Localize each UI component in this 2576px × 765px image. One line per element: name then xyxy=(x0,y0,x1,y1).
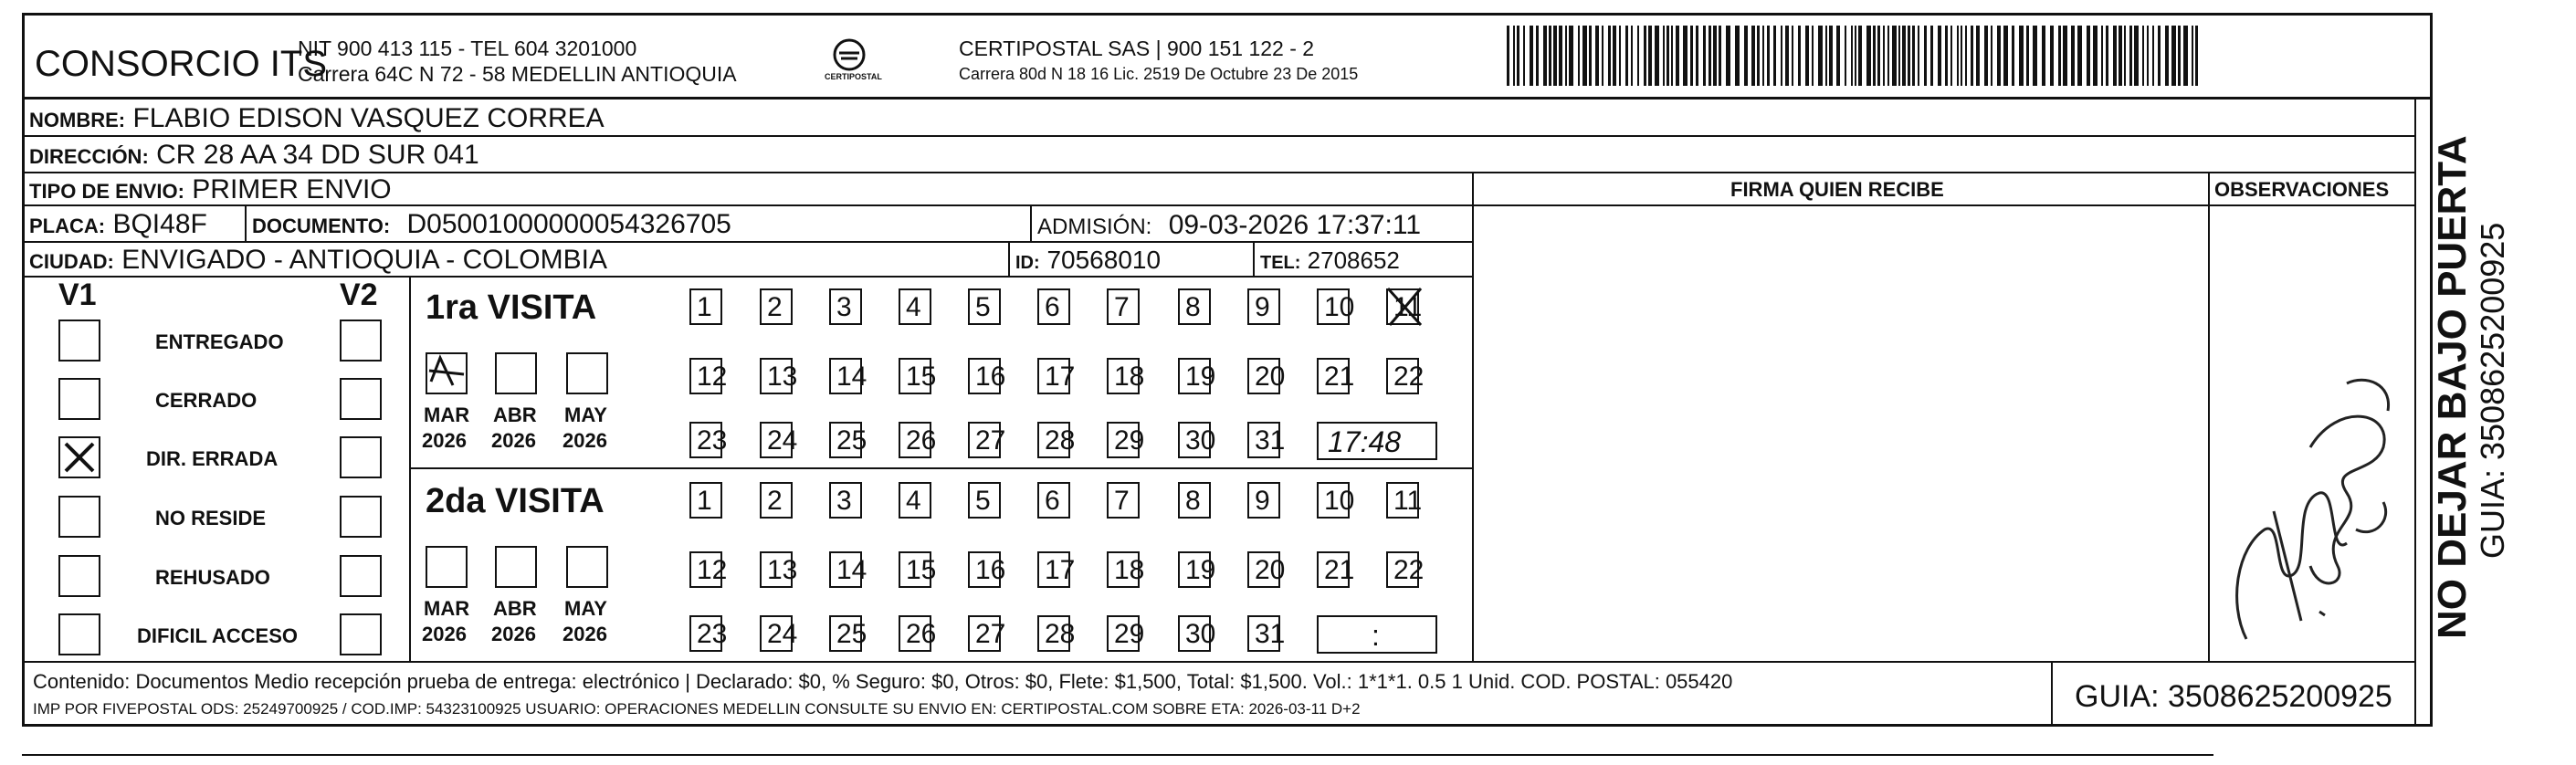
barcode-bar xyxy=(1866,26,1871,86)
company-name: CONSORCIO ITS xyxy=(35,44,328,84)
day-cell[interactable]: 4 xyxy=(899,288,931,325)
day-cell[interactable]: 11 xyxy=(1386,482,1419,519)
day-cell[interactable]: 23 xyxy=(689,615,722,652)
barcode-bar xyxy=(1798,26,1801,86)
id-value: 70568010 xyxy=(1046,246,1162,274)
day-cell[interactable]: 4 xyxy=(899,482,931,519)
barcode-bar xyxy=(1569,26,1573,86)
barcode-bar xyxy=(1553,26,1557,86)
barcode-bar xyxy=(1873,26,1876,86)
direccion-label: DIRECCIÓN: xyxy=(29,145,149,168)
barcode-bar xyxy=(2158,26,2161,86)
day-cell[interactable]: 22 xyxy=(1386,358,1419,394)
day-cell[interactable]: 10 xyxy=(1317,288,1350,325)
day-cell[interactable]: 17 xyxy=(1037,551,1070,588)
year-label: 2026 xyxy=(491,429,536,452)
barcode-bar xyxy=(1513,26,1515,86)
barcode-bar xyxy=(1767,26,1771,86)
barcode-bar xyxy=(2142,26,2144,86)
day-cell[interactable]: 2 xyxy=(760,482,793,519)
day-cell[interactable]: 25 xyxy=(829,422,862,458)
barcode-bar xyxy=(1950,26,1952,86)
first-visit-title: 1ra VISITA xyxy=(426,288,597,327)
barcode-bar xyxy=(2033,26,2037,86)
admision-label: ADMISIÓN: xyxy=(1037,215,1152,239)
day-cell[interactable]: 13 xyxy=(760,551,793,588)
v2-header: V2 xyxy=(340,278,378,312)
barcode-bar xyxy=(1976,26,1980,86)
barcode-bar xyxy=(2063,26,2067,86)
rule xyxy=(2051,661,2053,727)
barcode-bar xyxy=(1845,26,1846,86)
day-cell[interactable]: 2 xyxy=(760,288,793,325)
barcode-bar xyxy=(2093,26,2098,86)
day-cell[interactable]: 14 xyxy=(829,358,862,394)
barcode-bar xyxy=(2019,26,2024,86)
barcode-bar xyxy=(2178,26,2181,86)
v1-header: V1 xyxy=(58,278,97,312)
barcode-bar xyxy=(2077,26,2082,86)
barcode-bar xyxy=(1709,26,1711,86)
rule xyxy=(1253,241,1255,276)
barcode-bar xyxy=(1825,26,1827,86)
barcode-bar xyxy=(1971,26,1973,86)
day-cell[interactable]: 9 xyxy=(1247,288,1280,325)
barcode-bar xyxy=(1757,26,1760,86)
rule xyxy=(22,276,1474,278)
barcode-bar xyxy=(1858,26,1862,86)
status-label: CERRADO xyxy=(155,389,258,412)
day-cell[interactable]: 22 xyxy=(1386,551,1419,588)
rule xyxy=(22,241,1474,243)
day-cell[interactable]: 27 xyxy=(968,615,1001,652)
day-cell[interactable]: 30 xyxy=(1178,615,1211,652)
certipostal-logo xyxy=(825,37,882,82)
v1-checkbox[interactable] xyxy=(58,555,100,597)
barcode-bar xyxy=(1991,26,1992,86)
day-cell[interactable]: 28 xyxy=(1037,422,1070,458)
footer-guia: GUIA: 3508625200925 xyxy=(2075,679,2392,714)
barcode-bar xyxy=(1589,26,1592,86)
day-cell[interactable]: 14 xyxy=(829,551,862,588)
month-label: MAY xyxy=(564,403,607,426)
month-label: ABR xyxy=(493,403,537,426)
day-cell[interactable]: 20 xyxy=(1247,551,1280,588)
barcode-bar xyxy=(1898,26,1900,86)
day-cell[interactable]: 12 xyxy=(689,358,722,394)
barcode-bar xyxy=(2124,26,2126,86)
barcode-bar xyxy=(1924,26,1927,86)
barcode-bar xyxy=(1945,26,1948,86)
month-checkbox[interactable] xyxy=(426,352,468,394)
footer-line-2: IMP POR FIVEPOSTAL ODS: 25249700925 / COD.IMP: 54323100925 USUARIO: OPERACIONES MEDELLIN CONSULTE SU ENVIO EN: CERTIPOSTAL.COM SOBRE ETA: 2026-03-11 D+2 xyxy=(33,700,1361,718)
barcode-bar xyxy=(1902,26,1906,86)
v2-checkbox[interactable] xyxy=(340,555,382,597)
barcode-bar xyxy=(1631,26,1633,86)
barcode-bar xyxy=(1883,26,1885,86)
barcode-bar xyxy=(1726,26,1730,86)
day-cell[interactable]: 16 xyxy=(968,358,1001,394)
direccion-field xyxy=(29,141,479,169)
barcode-bar xyxy=(1908,26,1910,86)
day-cell[interactable]: 31 xyxy=(1247,615,1280,652)
rule xyxy=(1472,172,1474,661)
day-cell[interactable]: 5 xyxy=(968,288,1001,325)
day-cell[interactable]: 27 xyxy=(968,422,1001,458)
signature xyxy=(2210,347,2414,657)
barcode-bar xyxy=(2026,26,2029,86)
barcode-bar xyxy=(1559,26,1562,86)
barcode-bar xyxy=(1781,26,1782,86)
barcode-bar xyxy=(1667,26,1669,86)
day-cell[interactable]: 25 xyxy=(829,615,862,652)
barcode-bar xyxy=(1938,26,1941,86)
status-label: DIR. ERRADA xyxy=(146,447,279,470)
barcode-bar xyxy=(1751,26,1755,86)
barcode-bar xyxy=(2003,26,2008,86)
day-cell[interactable]: 21 xyxy=(1317,358,1350,394)
day-cell[interactable]: 19 xyxy=(1178,551,1211,588)
day-cell[interactable]: 24 xyxy=(760,422,793,458)
barcode-bar xyxy=(1565,26,1567,86)
address-line: Carrera 64C N 72 - 58 MEDELLIN ANTIOQUIA xyxy=(298,62,737,86)
tel-value: 2708652 xyxy=(1307,246,1400,274)
month-checkbox[interactable] xyxy=(566,546,608,588)
placa-value: BQI48F xyxy=(112,209,207,239)
status-label: DIFICIL ACCESO xyxy=(137,624,299,647)
barcode-bar xyxy=(1829,26,1833,86)
visit-time: 17:48 xyxy=(1328,425,1402,458)
barcode-bar xyxy=(1785,26,1789,86)
tel-label: TEL: xyxy=(1260,253,1301,273)
v2-checkbox[interactable] xyxy=(340,436,382,478)
month-checkbox[interactable] xyxy=(495,352,537,394)
barcode-bar xyxy=(1961,26,1962,86)
month-label: MAY xyxy=(564,597,607,620)
barcode-bar xyxy=(1818,26,1823,86)
check-mark-icon xyxy=(427,354,466,393)
barcode-bar xyxy=(1578,26,1580,86)
barcode-bar xyxy=(2050,26,2054,86)
barcode-bar xyxy=(1608,26,1611,86)
barcode-bar xyxy=(2058,26,2061,86)
day-cell[interactable]: 15 xyxy=(899,551,931,588)
barcode-bar xyxy=(1690,26,1693,86)
month-checkbox[interactable] xyxy=(566,352,608,394)
barcode-bar xyxy=(1683,26,1688,86)
day-cell[interactable]: 1 xyxy=(689,288,722,325)
tipo-label: TIPO DE ENVIO: xyxy=(29,180,184,203)
year-label: 2026 xyxy=(422,429,467,452)
barcode-bar xyxy=(1523,26,1525,86)
month-label: MAR xyxy=(424,597,470,620)
nit-line: NIT 900 413 115 - TEL 604 3201000 xyxy=(298,37,637,60)
barcode-bar xyxy=(2171,26,2176,86)
barcode-bar xyxy=(2195,26,2198,86)
barcode-bar xyxy=(2129,26,2132,86)
barcode-bar xyxy=(1517,26,1519,86)
visit-time: : xyxy=(1372,619,1380,652)
tipo-field xyxy=(29,176,392,204)
barcode-bar xyxy=(2152,26,2154,86)
barcode-bar xyxy=(1543,26,1547,86)
barcode-bar xyxy=(1877,26,1880,86)
day-cell[interactable]: 3 xyxy=(829,288,862,325)
barcode-bar xyxy=(1648,26,1652,86)
direccion-value: CR 28 AA 34 DD SUR 041 xyxy=(156,140,479,170)
rule xyxy=(2414,97,2416,727)
barcode-bar xyxy=(1507,26,1509,86)
signature-icon xyxy=(2210,347,2414,657)
status-label: ENTREGADO xyxy=(155,330,284,353)
status-label: REHUSADO xyxy=(155,566,270,589)
barcode-bar xyxy=(1696,26,1698,86)
v2-checkbox[interactable] xyxy=(340,613,382,655)
year-label: 2026 xyxy=(491,623,536,645)
tel-field xyxy=(1260,248,1400,272)
rule xyxy=(409,467,1472,469)
day-cell[interactable]: 10 xyxy=(1317,482,1350,519)
barcode-bar xyxy=(1619,26,1621,86)
certipostal-line: CERTIPOSTAL SAS | 900 151 122 - 2 xyxy=(959,37,1315,60)
rule xyxy=(22,661,2414,663)
v1-checkbox[interactable] xyxy=(58,378,100,420)
day-cell[interactable]: 8 xyxy=(1178,288,1211,325)
x-mark-icon xyxy=(1384,285,1425,329)
day-cell[interactable]: 19 xyxy=(1178,358,1211,394)
day-cell[interactable]: 21 xyxy=(1317,551,1350,588)
footer-line-1: Contenido: Documentos Medio recepción prueba de entrega: electrónico | Declarado: $0, % Seguro: $0, Otros: $0, Flete: $1,500, Total: $1,500. Vol.: 1*1*1. 0.5 1 Unid. COD. POSTAL: 055420 xyxy=(33,670,1733,693)
x-mark-icon xyxy=(60,438,99,477)
barcode-bar xyxy=(2101,26,2103,86)
day-cell[interactable]: 24 xyxy=(760,615,793,652)
barcode-bar xyxy=(1965,26,1967,86)
day-cell[interactable]: 15 xyxy=(899,358,931,394)
barcode-bar xyxy=(1530,26,1533,86)
day-cell[interactable]: 11 xyxy=(1386,288,1419,325)
nombre-value: FLABIO EDISON VASQUEZ CORREA xyxy=(132,103,605,133)
barcode-bar xyxy=(1602,26,1603,86)
rule xyxy=(1030,204,1032,241)
barcode-bar xyxy=(1735,26,1740,86)
barcode-bar xyxy=(1792,26,1793,86)
status-label: NO RESIDE xyxy=(155,507,267,529)
nombre-field xyxy=(29,105,605,132)
barcode-bar xyxy=(2165,26,2169,86)
barcode-bar xyxy=(1918,26,1919,86)
barcode-bar xyxy=(1719,26,1721,86)
barcode-bar xyxy=(1703,26,1706,86)
barcode-bar xyxy=(2119,26,2122,86)
barcode-bar xyxy=(2012,26,2014,86)
barcode-bar xyxy=(1536,26,1539,86)
barcode-bar xyxy=(2071,26,2075,86)
day-cell[interactable]: 1 xyxy=(689,482,722,519)
day-cell[interactable]: 6 xyxy=(1037,482,1070,519)
barcode-bar xyxy=(1637,26,1639,86)
barcode-bar xyxy=(2106,26,2108,86)
documento-field xyxy=(252,211,731,238)
side-guia: GUIA: 3508625200925 xyxy=(2474,222,2511,559)
barcode-bar xyxy=(2042,26,2045,86)
day-cell[interactable]: 6 xyxy=(1037,288,1070,325)
nombre-label: NOMBRE: xyxy=(29,109,126,131)
v1-checkbox[interactable] xyxy=(58,496,100,538)
barcode-bar xyxy=(2134,26,2139,86)
firma-header: FIRMA QUIEN RECIBE xyxy=(1730,178,1944,201)
barcode-bar xyxy=(1644,26,1646,86)
page-edge xyxy=(22,754,2213,756)
v2-checkbox[interactable] xyxy=(340,320,382,362)
barcode-bar xyxy=(1663,26,1665,86)
month-checkbox[interactable] xyxy=(426,546,468,588)
day-cell[interactable]: 20 xyxy=(1247,358,1280,394)
v1-checkbox[interactable] xyxy=(58,613,100,655)
ciudad-label: CIUDAD: xyxy=(29,250,114,273)
barcode-bar xyxy=(2183,26,2188,86)
day-cell[interactable]: 18 xyxy=(1107,551,1140,588)
documento-value: D05001000000054326705 xyxy=(406,209,731,239)
documento-label: DOCUMENTO: xyxy=(252,215,391,237)
barcode-bar xyxy=(1912,26,1915,86)
day-cell[interactable]: 26 xyxy=(899,422,931,458)
month-label: MAR xyxy=(424,403,470,426)
ciudad-field xyxy=(29,246,607,274)
id-field xyxy=(1015,247,1161,273)
day-cell[interactable]: 16 xyxy=(968,551,1001,588)
side-warning: NO DEJAR BAJO PUERTA xyxy=(2430,135,2475,639)
v1-checkbox[interactable] xyxy=(58,320,100,362)
day-cell[interactable]: 12 xyxy=(689,551,722,588)
day-cell[interactable]: 13 xyxy=(760,358,793,394)
id-label: ID: xyxy=(1015,253,1040,273)
barcode-bar xyxy=(1676,26,1679,86)
day-cell[interactable]: 18 xyxy=(1107,358,1140,394)
barcode-bar xyxy=(1997,26,2001,86)
day-cell[interactable]: 23 xyxy=(689,422,722,458)
day-cell[interactable]: 28 xyxy=(1037,615,1070,652)
tipo-value: PRIMER ENVIO xyxy=(192,174,392,204)
day-strike-mark xyxy=(1384,285,1425,333)
barcode-bar xyxy=(1595,26,1599,86)
ciudad-value: ENVIGADO - ANTIOQUIA - COLOMBIA xyxy=(121,245,607,275)
placa-field xyxy=(29,211,207,238)
day-cell[interactable]: 17 xyxy=(1037,358,1070,394)
month-checkbox[interactable] xyxy=(495,546,537,588)
observaciones-header: OBSERVACIONES xyxy=(2214,178,2390,201)
barcode-bar xyxy=(1887,26,1889,86)
day-cell[interactable]: 8 xyxy=(1178,482,1211,519)
barcode-bar xyxy=(1773,26,1776,86)
rule xyxy=(22,97,2433,100)
rule xyxy=(22,204,2414,206)
barcode-bar xyxy=(1855,26,1856,86)
day-cell[interactable]: 7 xyxy=(1107,288,1140,325)
logo-caption: CERTIPOSTAL xyxy=(825,72,882,81)
admision-field xyxy=(1037,212,1421,239)
barcode-bar xyxy=(1892,26,1897,86)
barcode-bar xyxy=(1582,26,1587,86)
day-cell[interactable]: 30 xyxy=(1178,422,1211,458)
barcode-bar xyxy=(2192,26,2193,86)
visit-time-box[interactable] xyxy=(1317,615,1437,654)
day-cell[interactable]: 5 xyxy=(968,482,1001,519)
barcode-bar xyxy=(1805,26,1809,86)
certipostal-address: Carrera 80d N 18 16 Lic. 2519 De Octubre 23 De 2015 xyxy=(959,65,1359,83)
barcode-bar xyxy=(1671,26,1673,86)
barcode-bar xyxy=(1713,26,1717,86)
day-cell[interactable]: 29 xyxy=(1107,422,1140,458)
barcode-bar xyxy=(1957,26,1959,86)
barcode-bar xyxy=(1984,26,1988,86)
v2-checkbox[interactable] xyxy=(340,378,382,420)
day-cell[interactable]: 26 xyxy=(899,615,931,652)
day-cell[interactable]: 3 xyxy=(829,482,862,519)
barcode-bar xyxy=(1836,26,1840,86)
barcode-bar xyxy=(1613,26,1616,86)
barcode-bar xyxy=(1762,26,1764,86)
day-cell[interactable]: 29 xyxy=(1107,615,1140,652)
day-cell[interactable]: 9 xyxy=(1247,482,1280,519)
day-cell[interactable]: 31 xyxy=(1247,422,1280,458)
rule xyxy=(245,204,247,241)
barcode-bar xyxy=(1655,26,1659,86)
barcode-bar xyxy=(2087,26,2090,86)
barcode-bar xyxy=(1744,26,1748,86)
day-cell[interactable]: 7 xyxy=(1107,482,1140,519)
barcode-bar xyxy=(1625,26,1628,86)
barcode-bar xyxy=(1549,26,1551,86)
v1-checkbox[interactable] xyxy=(58,436,100,478)
barcode-bar xyxy=(1930,26,1933,86)
visit-time-box[interactable] xyxy=(1317,422,1437,460)
year-label: 2026 xyxy=(422,623,467,645)
barcode-bar xyxy=(2113,26,2117,86)
placa-label: PLACA: xyxy=(29,215,106,237)
year-label: 2026 xyxy=(563,623,607,645)
year-label: 2026 xyxy=(563,429,607,452)
admision-value: 09-03-2026 17:37:11 xyxy=(1168,210,1422,240)
second-visit-title: 2da VISITA xyxy=(426,482,605,520)
barcode xyxy=(1507,26,2201,86)
barcode-bar xyxy=(2147,26,2149,86)
barcode-bar xyxy=(1812,26,1814,86)
rule xyxy=(1008,241,1010,276)
v2-checkbox[interactable] xyxy=(340,496,382,538)
month-label: ABR xyxy=(493,597,537,620)
barcode-bar xyxy=(1851,26,1853,86)
rule xyxy=(22,135,2414,137)
rule xyxy=(22,172,2414,173)
